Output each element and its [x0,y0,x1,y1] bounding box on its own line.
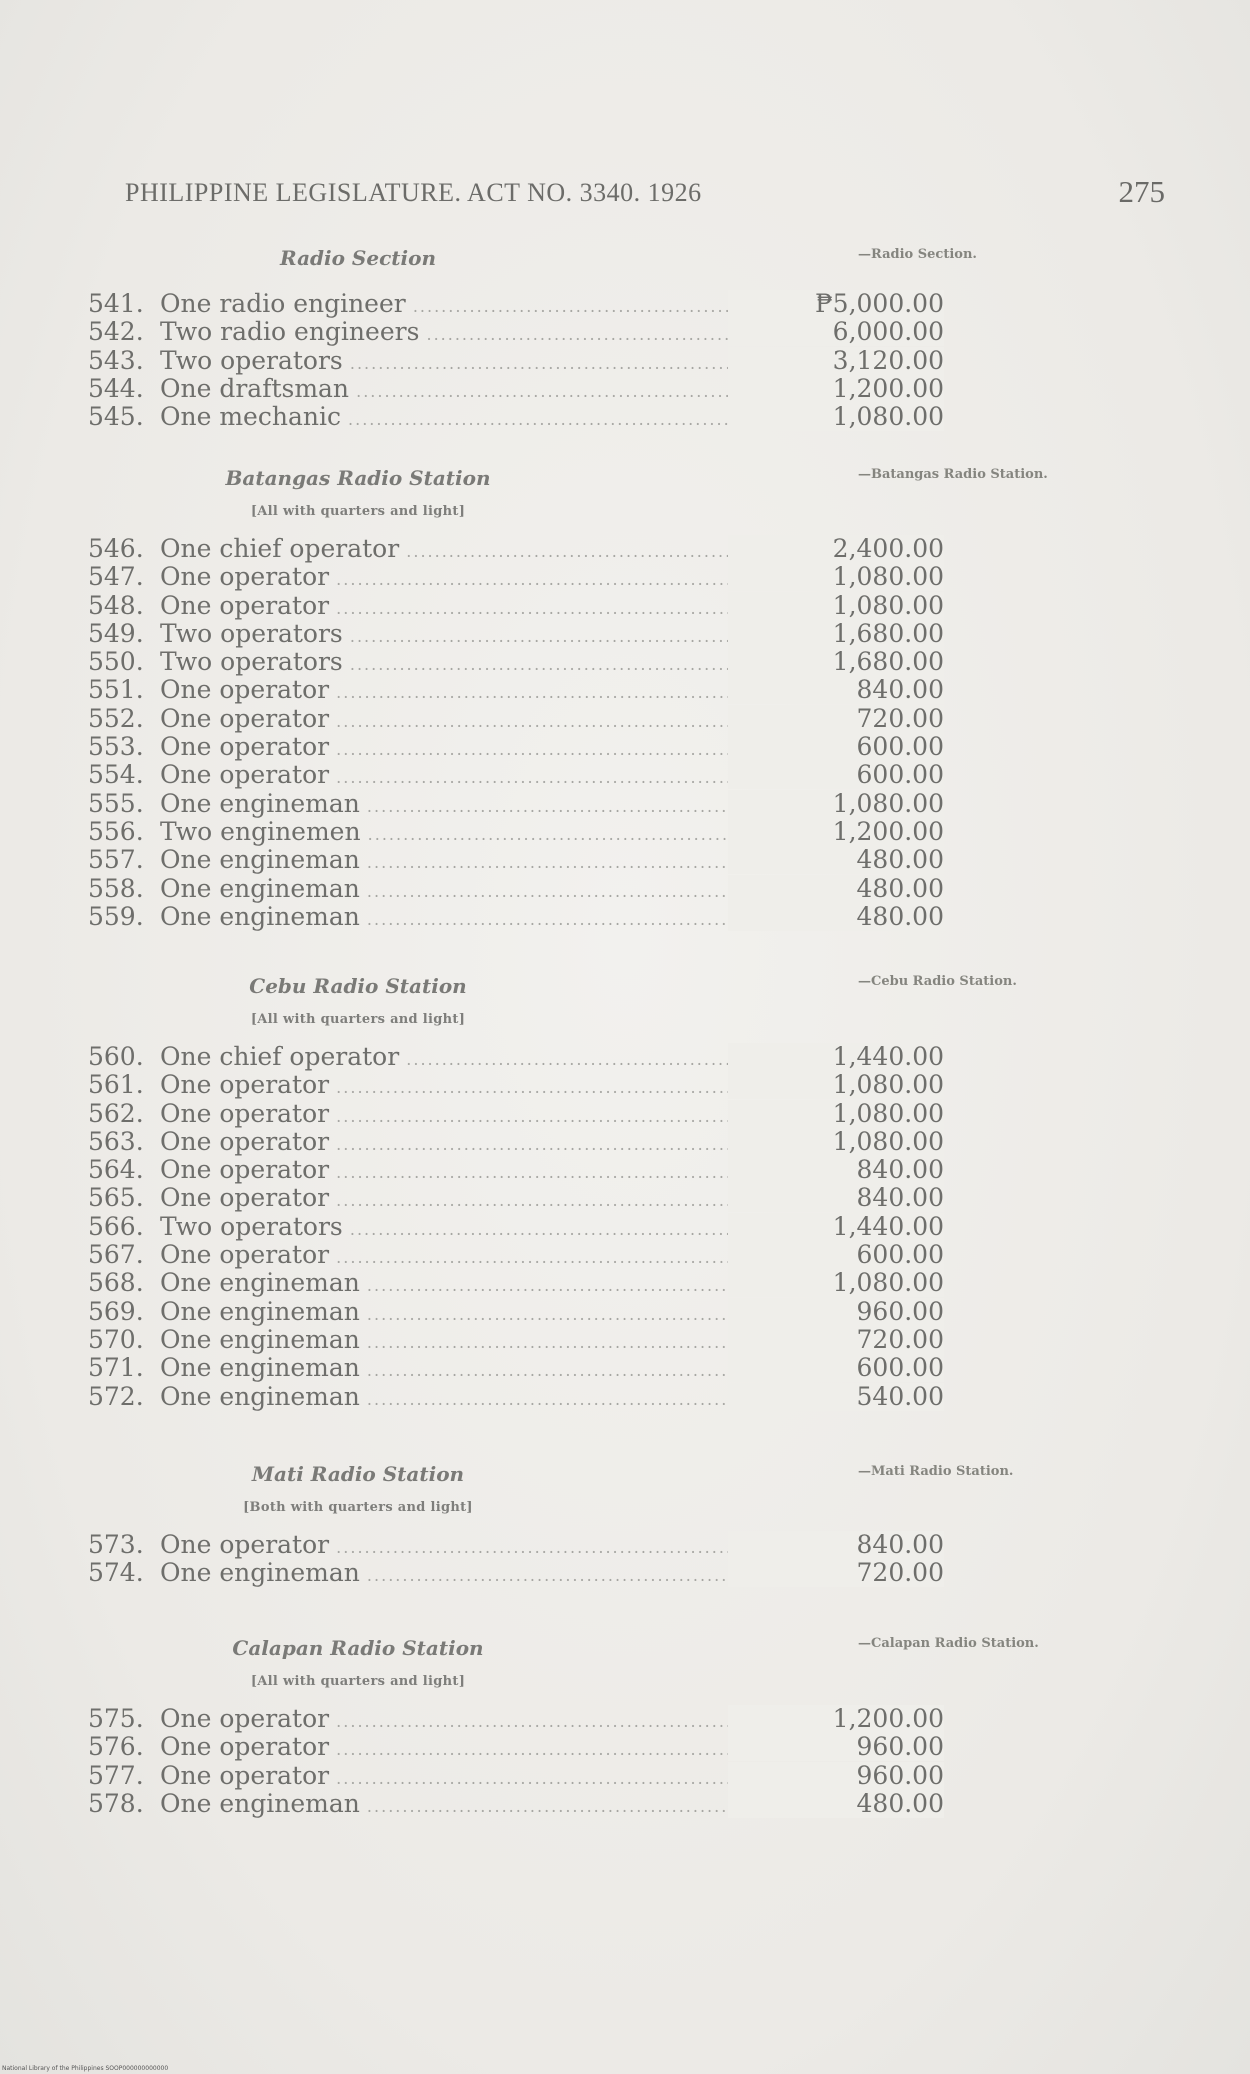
item-amount: 1,080.00 [728,790,944,818]
item-amount: 720.00 [728,705,944,733]
list-item [88,1042,944,1071]
list-item [88,1155,944,1185]
item-amount: 840.00 [728,1156,944,1184]
item-number: 567. [88,1240,144,1270]
list-item [88,647,944,677]
item-amount: 840.00 [728,1531,944,1559]
item-number: 555. [88,788,144,818]
item-amount: 480.00 [728,846,944,874]
item-amount: 1,200.00 [728,818,944,846]
list-item [88,1183,944,1213]
item-number: 558. [88,873,144,903]
item-description: Two operators ..... [160,648,745,679]
list-item [88,1211,944,1241]
item-description: One chief operator ..... [160,1043,745,1074]
item-description: One operator ..... [160,1733,745,1764]
item-description: One operator ..... [160,1705,745,1736]
list-item [88,1732,944,1762]
section-subheading: [All with quarters and light] [250,1012,466,1027]
item-amount: 720.00 [728,1326,944,1354]
item-amount: 1,680.00 [728,620,944,648]
section-heading: Radio Section [280,246,436,270]
list-item [88,816,944,846]
item-number: 557. [88,845,144,875]
item-description: One operator ..... [160,1762,745,1793]
item-amount: 960.00 [728,1298,944,1326]
list-item [88,1240,944,1270]
item-number: 561. [88,1070,144,1100]
item-amount: 1,200.00 [728,1705,944,1733]
item-description: One engineman ..... [160,1354,745,1385]
list-item [88,1353,944,1383]
item-number: 570. [88,1324,144,1354]
item-description: One engineman ..... [160,903,745,934]
item-description: One draftsman ..... [160,375,745,406]
item-description: One operator ..... [160,1128,745,1159]
item-description: Two radio engineers ..... [160,318,745,349]
item-number: 545. [88,402,144,432]
section-heading: Calapan Radio Station [232,1636,484,1660]
section-subheading: [Both with quarters and light] [243,1500,473,1515]
list-item [88,675,944,705]
list-item [88,845,944,875]
item-amount: 1,200.00 [728,375,944,403]
list-item [88,1098,944,1128]
list-item [88,1126,944,1156]
item-description: One operator ..... [160,592,745,623]
item-description: One operator ..... [160,705,745,736]
item-amount: 1,080.00 [728,1071,944,1099]
item-description: One operator ..... [160,1100,745,1131]
margin-note: —Radio Section. [858,247,977,262]
section [88,466,944,931]
list-item [88,562,944,592]
item-amount: 840.00 [728,1184,944,1212]
list-item [88,1704,944,1733]
item-amount: 1,080.00 [728,563,944,591]
list-item [88,590,944,620]
list-item [88,1296,944,1326]
item-number: 572. [88,1381,144,1411]
item-number: 548. [88,590,144,620]
item-amount: 600.00 [728,761,944,789]
item-description: One operator ..... [160,733,745,764]
item-description: One operator ..... [160,1531,745,1562]
item-description: One engineman ..... [160,1269,745,1300]
list-item [88,1070,944,1100]
item-description: Two operators ..... [160,1213,745,1244]
item-description: One engineman ..... [160,875,745,906]
item-description: One engineman ..... [160,1383,745,1414]
item-description: One engineman ..... [160,1790,745,1821]
item-number: 560. [88,1042,144,1071]
item-description: One operator ..... [160,1156,745,1187]
item-amount: 720.00 [728,1559,944,1587]
margin-note: —Cebu Radio Station. [858,974,1017,989]
item-amount: 1,080.00 [728,403,944,431]
item-list [88,1530,944,1588]
list-item [88,1324,944,1354]
item-description: One engineman ..... [160,1298,745,1329]
item-description: Two operators ..... [160,620,745,651]
item-amount: 600.00 [728,733,944,761]
item-description: One chief operator ..... [160,535,745,566]
item-amount: 1,080.00 [728,1128,944,1156]
item-list [88,534,944,931]
section [88,974,944,1411]
item-amount: 1,440.00 [728,1213,944,1241]
item-number: 571. [88,1353,144,1383]
item-description: One engineman ..... [160,846,745,877]
list-item [88,1558,944,1588]
item-number: 549. [88,618,144,648]
item-description: One operator ..... [160,676,745,707]
item-number: 574. [88,1558,144,1588]
page-number: 275 [1118,174,1165,209]
item-description: One engineman ..... [160,1559,745,1590]
item-number: 553. [88,732,144,762]
item-description: One operator ..... [160,563,745,594]
item-number: 577. [88,1760,144,1790]
list-item [88,373,944,403]
section-heading: Cebu Radio Station [249,974,467,998]
list-item [88,1268,944,1298]
item-number: 569. [88,1296,144,1326]
list-item [88,873,944,903]
section [88,1462,944,1588]
item-list [88,1042,944,1411]
list-item [88,402,944,432]
list-item [88,901,944,931]
list-item [88,788,944,818]
item-amount: 540.00 [728,1383,944,1411]
item-number: 543. [88,345,144,375]
item-amount: 960.00 [728,1733,944,1761]
item-description: One mechanic ..... [160,403,745,434]
item-amount: 6,000.00 [728,318,944,346]
item-amount: 960.00 [728,1762,944,1790]
item-amount: ₱5,000.00 [728,290,944,318]
list-item [88,732,944,762]
running-head: PHILIPPINE LEGISLATURE. ACT NO. 3340. 1926 [125,178,702,207]
list-item [88,618,944,648]
margin-note: —Mati Radio Station. [858,1464,1014,1479]
item-amount: 1,080.00 [728,592,944,620]
item-description: One engineman ..... [160,790,745,821]
item-number: 542. [88,317,144,347]
section-heading: Mati Radio Station [251,1462,465,1486]
item-number: 566. [88,1211,144,1241]
item-number: 564. [88,1155,144,1185]
item-number: 550. [88,647,144,677]
scan-credit: National Library of the Philippines SOOP000000000000 [2,2065,169,2072]
item-number: 573. [88,1530,144,1559]
list-item [88,317,944,347]
list-item [88,1760,944,1790]
list-item [88,703,944,733]
list-item [88,534,944,563]
item-description: One operator ..... [160,761,745,792]
item-description: One operator ..... [160,1184,745,1215]
item-description: Two operators ..... [160,347,745,378]
item-number: 559. [88,901,144,931]
item-amount: 480.00 [728,903,944,931]
item-amount: 3,120.00 [728,347,944,375]
item-number: 568. [88,1268,144,1298]
list-item [88,760,944,790]
item-number: 563. [88,1126,144,1156]
item-number: 544. [88,373,144,403]
item-description: One radio engineer ..... [160,290,745,321]
item-amount: 1,440.00 [728,1043,944,1071]
list-item [88,1788,944,1818]
item-list [88,289,944,432]
margin-note: —Batangas Radio Station. [858,467,1048,482]
list-item [88,289,944,318]
section-subheading: [All with quarters and light] [250,1674,466,1689]
list-item [88,345,944,375]
item-amount: 480.00 [728,1790,944,1818]
item-amount: 1,080.00 [728,1269,944,1297]
section-heading: Batangas Radio Station [225,466,491,490]
item-amount: 600.00 [728,1354,944,1382]
item-number: 547. [88,562,144,592]
list-item [88,1530,944,1559]
item-description: One engineman ..... [160,1326,745,1357]
item-number: 551. [88,675,144,705]
item-amount: 1,680.00 [728,648,944,676]
section-subheading: [All with quarters and light] [250,504,466,519]
item-description: Two enginemen ..... [160,818,745,849]
item-number: 578. [88,1788,144,1818]
item-number: 554. [88,760,144,790]
item-description: One operator ..... [160,1071,745,1102]
item-number: 546. [88,534,144,563]
item-list [88,1704,944,1818]
item-amount: 480.00 [728,875,944,903]
item-amount: 840.00 [728,676,944,704]
item-number: 552. [88,703,144,733]
item-description: One operator ..... [160,1241,745,1272]
item-number: 562. [88,1098,144,1128]
list-item [88,1381,944,1411]
item-amount: 2,400.00 [728,535,944,563]
margin-note: —Calapan Radio Station. [858,1636,1039,1651]
item-number: 565. [88,1183,144,1213]
item-amount: 600.00 [728,1241,944,1269]
item-amount: 1,080.00 [728,1100,944,1128]
section [88,1636,944,1818]
item-number: 576. [88,1732,144,1762]
item-number: 541. [88,289,144,318]
item-number: 556. [88,816,144,846]
section [88,246,944,432]
item-number: 575. [88,1704,144,1733]
